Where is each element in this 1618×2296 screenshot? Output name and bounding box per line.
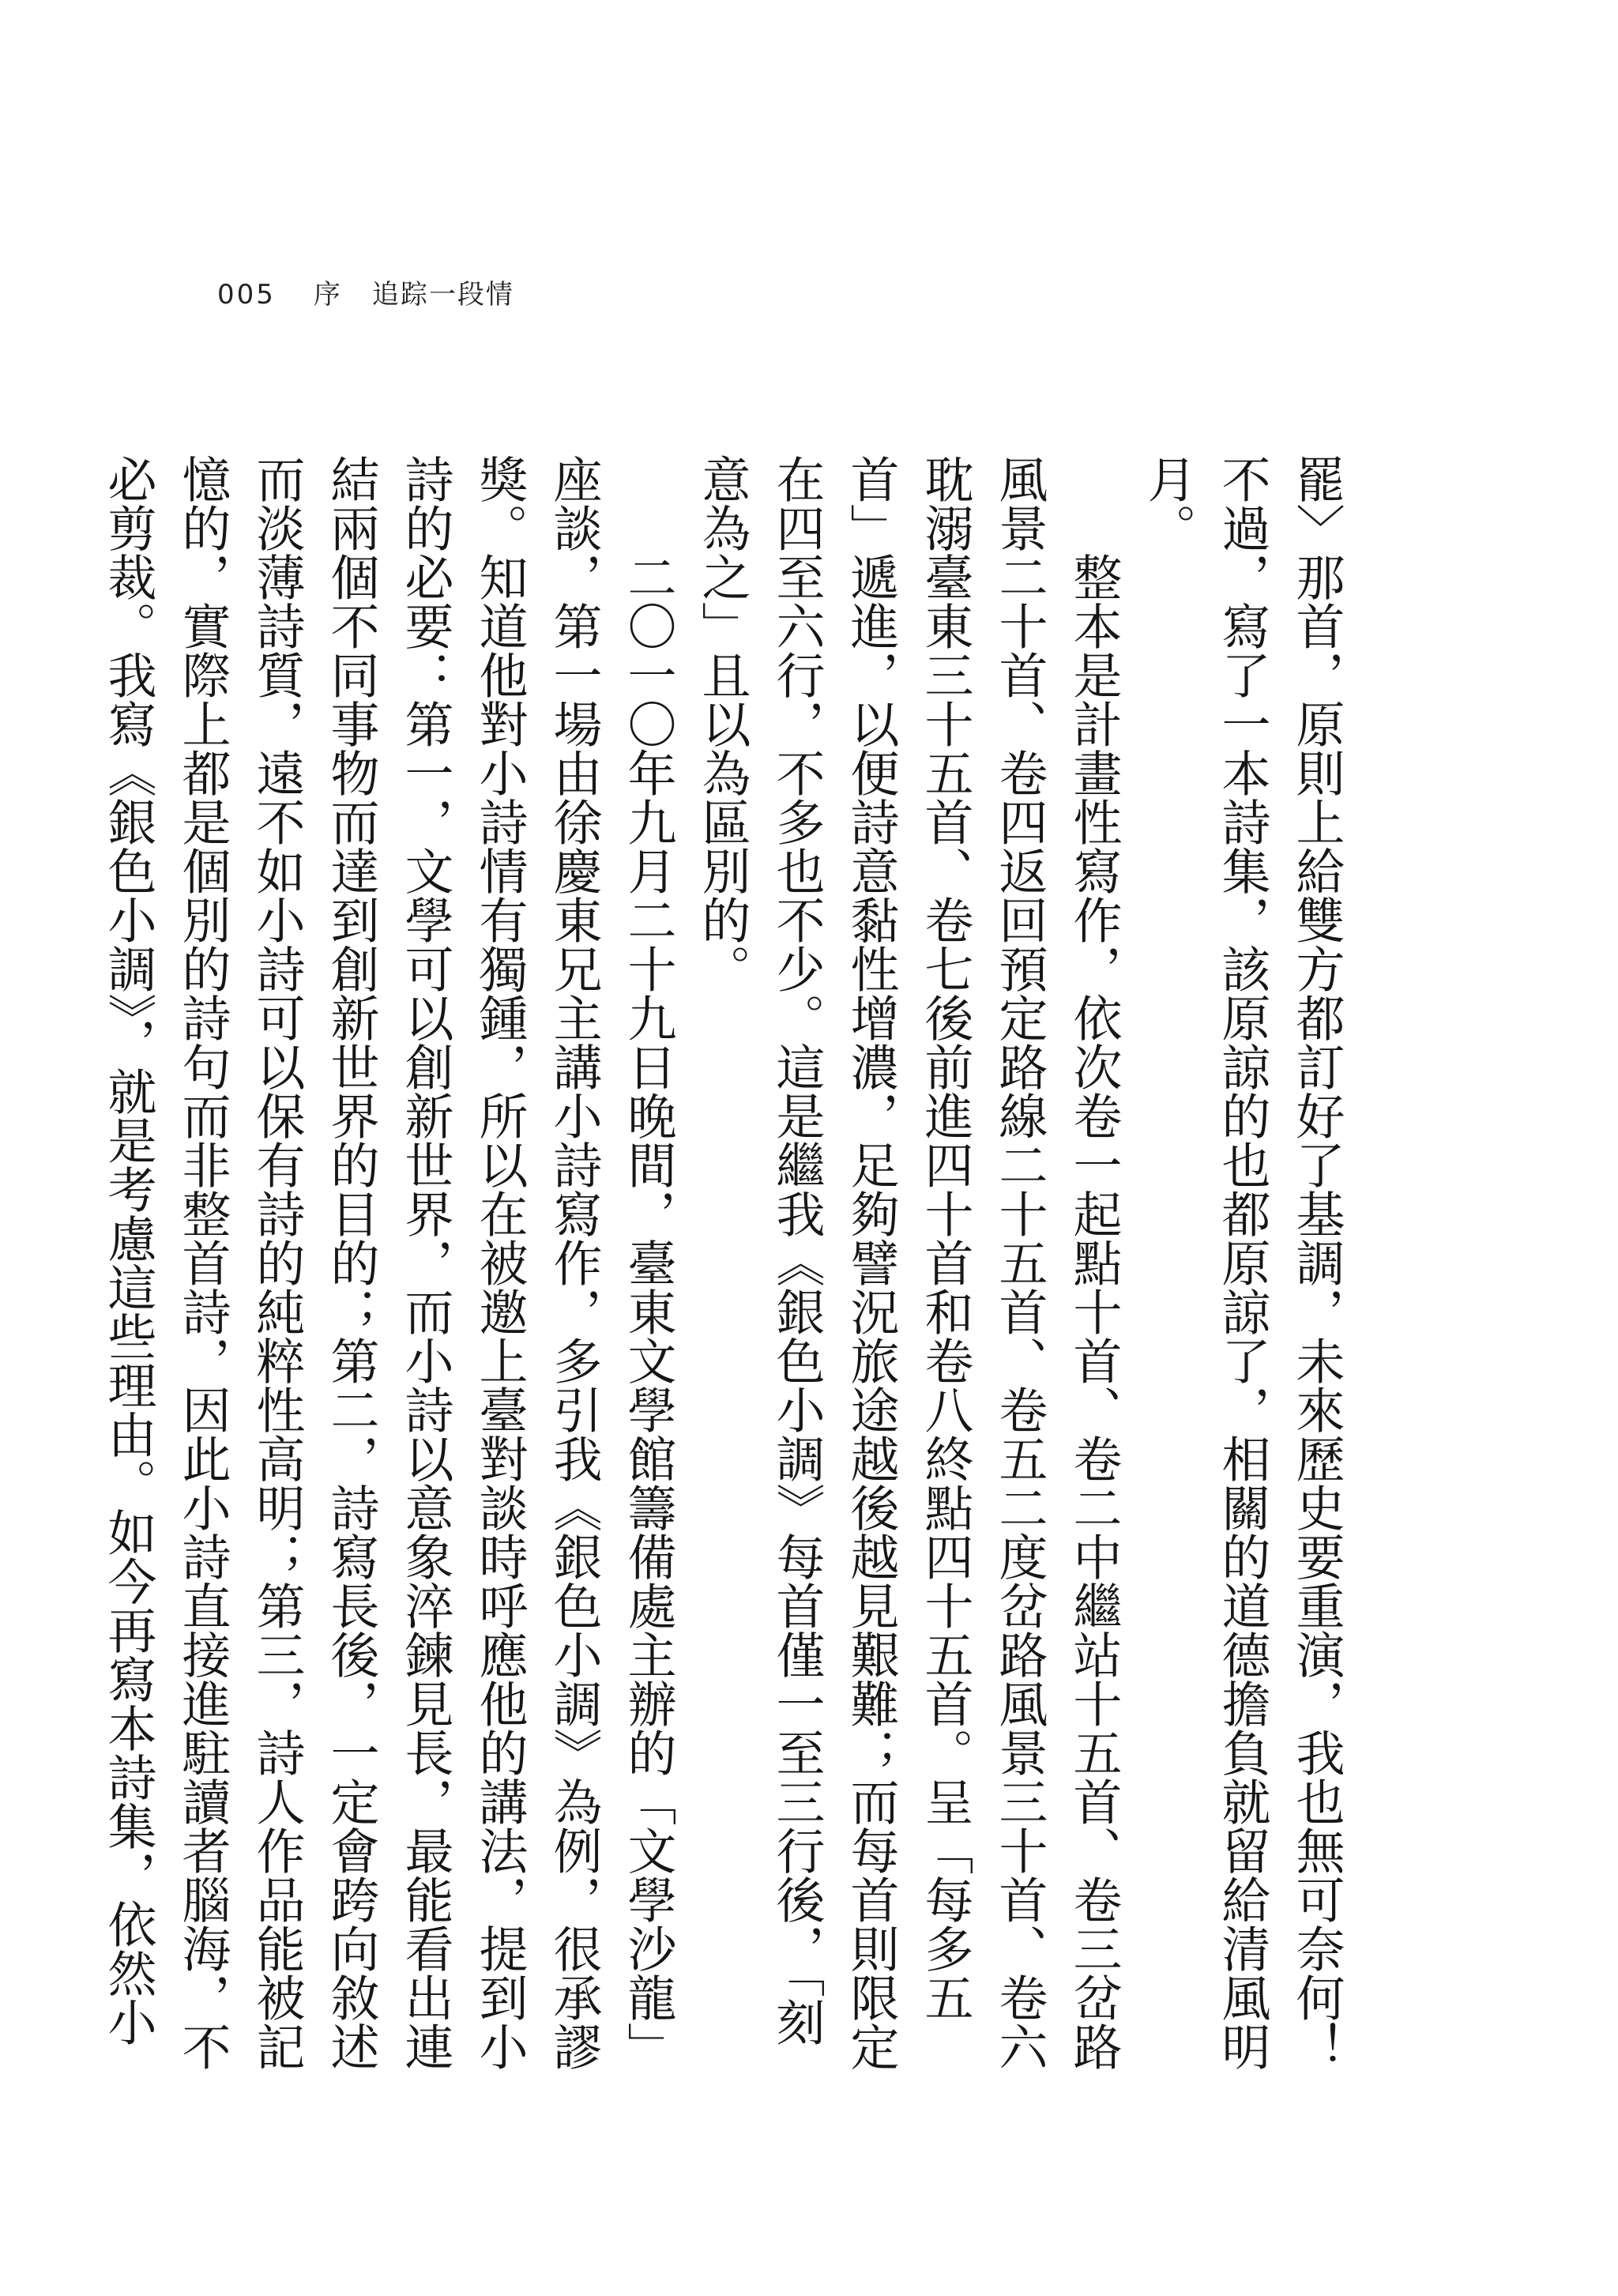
paragraph-1: 罷〉那首，原則上給雙方都訂好了基調，未來歷史要重演，我也無可奈何！不過，寫了一本詩集，該原諒的也都原諒了，相關的道德擔負就留給清風明月。 [1139,454,1345,2071]
paragraph-3: 二〇一〇年九月二十九日晚間，臺東文學館籌備處主辦的「文學沙龍」座談，第一場由徐慶東兄主講小詩寫作，多引我《銀色小調》為例，很承謬獎。知道他對小詩情有獨鍾，所以在被邀上臺對談時呼應他的講法，提到小詩的必要：第一，文學可以創新世界，而小詩以意象淬鍊見長，最能看出連結兩個不同事物而達到創新世界的目的；第二，詩寫長後，一定會跨向敘述而淡薄詩質，遠不如小詩可以保有詩的純粹性高明；第三，詩人作品能被記憶的，實際上都是個別的詩句而非整首詩，因此小詩直接進駐讀者腦海，不必剪裁。我寫《銀色小調》，就是考慮這些理由。如今再寫本詩集，依然小 [100,454,677,2071]
paragraph-2: 整本是計畫性寫作，依次卷一起點十首、卷二中繼站十五首、卷三岔路風景二十首、卷四返回預定路線二十五首、卷五二度岔路風景三十首、卷六耽溺臺東三十五首、卷七後前進四十首和卷八終點四十五首。呈「每多五首」遞進，以便詩意黏性增濃，足夠譬況旅途越後越見艱難；而每首則限定在四至六行，不多也不少。這是繼我《銀色小調》每首僅一至三行後，「刻意為之」且以為區別的。 [694,454,1123,2071]
running-head [217,273,514,311]
page-number: 005 [217,279,276,311]
chapter-title: 追踪一段情 [371,279,514,311]
body-text [91,454,1353,2090]
section-label: 序 [313,279,341,311]
